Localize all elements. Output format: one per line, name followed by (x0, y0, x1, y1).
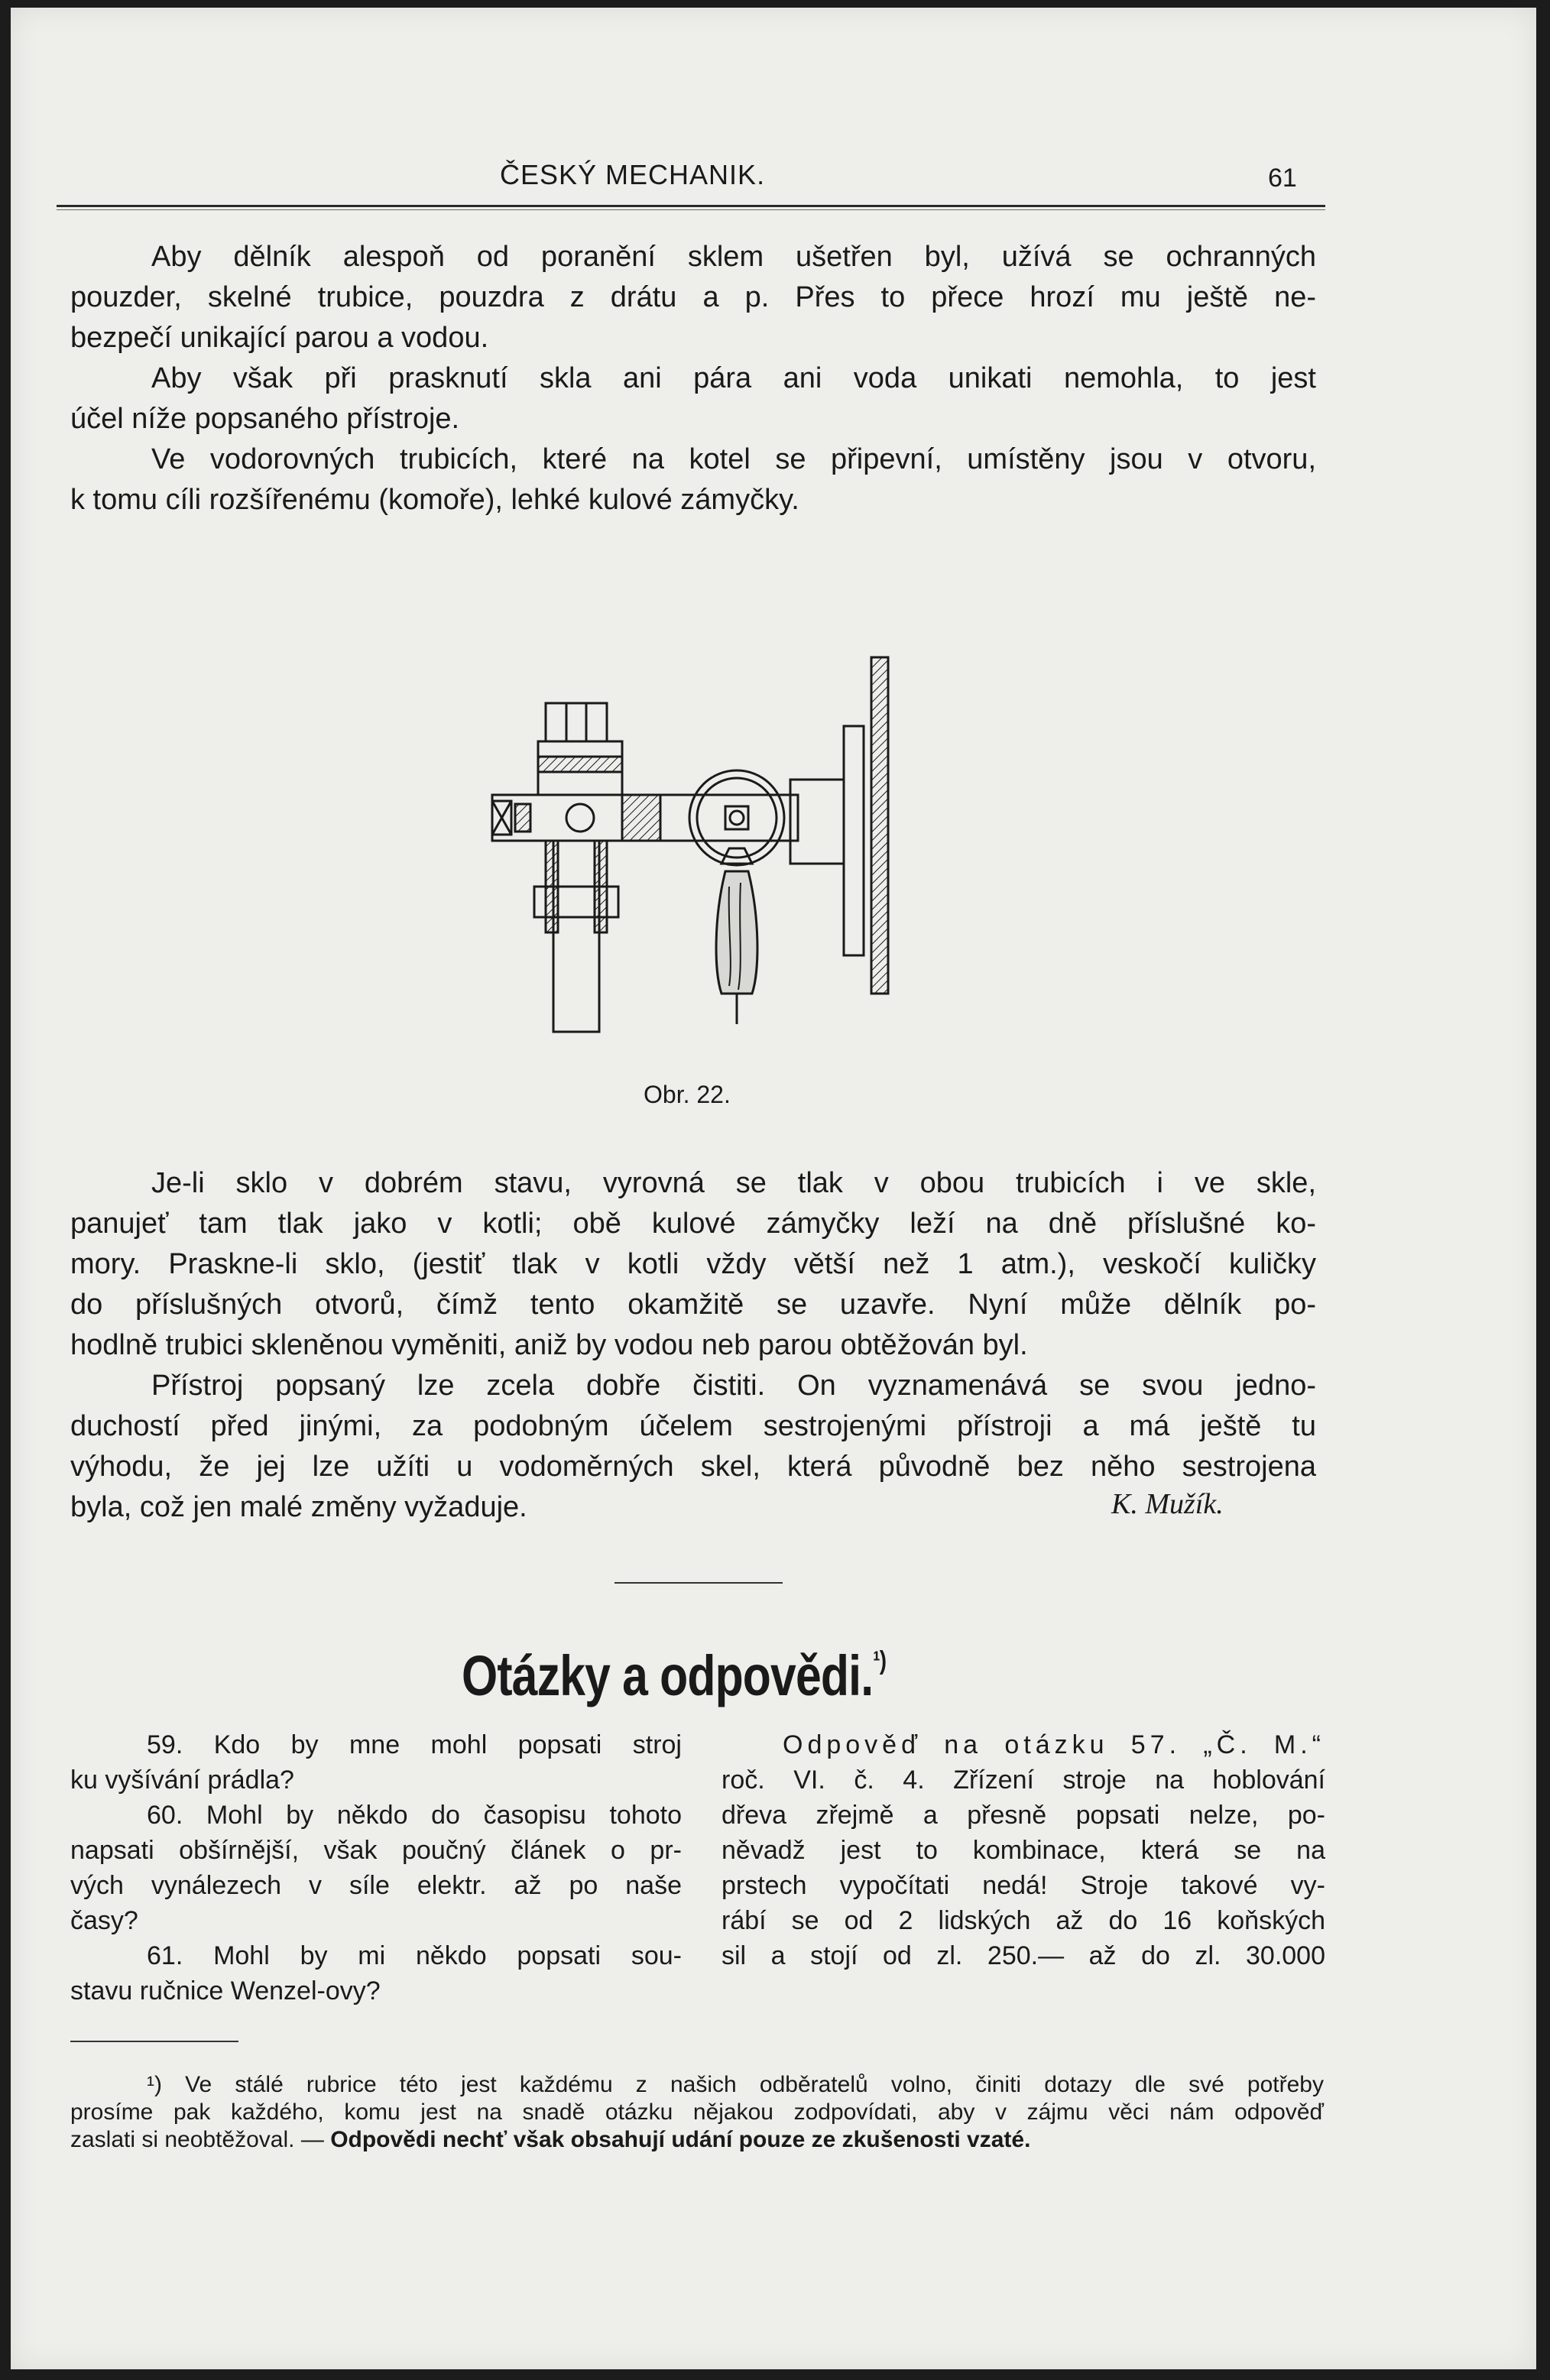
flange (844, 726, 864, 955)
answer-heading: Odpověď na otázku 57. „Č. M.“ (783, 1730, 1325, 1759)
page (11, 8, 1536, 2369)
answer-column (721, 1727, 1325, 1973)
figure-caption: Obr. 22. (644, 1081, 731, 1108)
paragraph-2 (70, 358, 1316, 439)
text-line: 60. Mohl by někdo do časopisu tohoto (147, 1801, 682, 1830)
text-line: hodlně trubici skleněnou vyměniti, aniž by vodou neb parou obtěžován byl. (70, 1329, 1028, 1361)
text-line: Aby však při prasknutí skla ani pára ani voda unikati nemohla, to jest (151, 362, 1316, 394)
text-line: 61. Mohl by mi někdo popsati sou- (147, 1941, 682, 1970)
text-line: vých vynálezech v síle elektr. až po naše (70, 1871, 682, 1900)
text-line: roč. VI. č. 4. Zřízení stroje na hoblování (721, 1766, 1325, 1795)
text-line: výhodu, že jej lze užíti u vodoměrných skel, která původně bez něho sestrojena (70, 1451, 1316, 1483)
text-line: bezpečí unikající parou a vodou. (70, 322, 489, 354)
text-line: rábí se od 2 lidských až do 16 koňských (721, 1906, 1325, 1935)
text-line: prstech vypočítati nedá! Stroje takové vy- (721, 1871, 1325, 1900)
text-line: ¹) Ve stálé rubrice této jest každému z našich odběratelů volno, činiti dotazy dle své potřeby (147, 2072, 1324, 2097)
text-line: k tomu cíli rozšířenému (komoře), lehké kulové zámyčky. (70, 484, 799, 516)
header-rule-thin (57, 209, 1325, 210)
footnote-rule (70, 2041, 238, 2042)
valve-diagram-figure (439, 642, 913, 1055)
question-60 (70, 1798, 682, 1938)
paragraph-4 (70, 1163, 1316, 1366)
text-line: 59. Kdo by mne mohl popsati stroj (147, 1730, 682, 1759)
header-rule (57, 205, 1325, 207)
handle-grip (716, 871, 757, 994)
paragraph-1 (70, 237, 1316, 358)
question-59 (70, 1727, 682, 1798)
boiler-wall (871, 657, 888, 994)
footnote-mark: ¹) (873, 1646, 887, 1675)
text-line: panujeť tam tlak jako v kotli; obě kulové zámyčky leží na dně příslušné ko- (70, 1208, 1316, 1240)
glass-tube (553, 841, 599, 1032)
paragraph-3 (70, 439, 1316, 520)
questions-column (70, 1727, 682, 2009)
ball-valve-inner (566, 804, 594, 832)
page-number: 61 (1268, 164, 1297, 193)
text-line: do příslušných otvorů, čímž tento okamžitě se uzavře. Nyní může dělník po- (70, 1289, 1316, 1321)
text-line: něvadž jest to kombinace, která se na (721, 1836, 1325, 1865)
footnote (70, 2071, 1324, 2154)
text-line: Ve vodorovných trubicích, které na kotel se připevní, umístěny jsou v otvoru, (151, 443, 1316, 475)
text-line: Je-li sklo v dobrém stavu, vyrovná se tlak v obou trubicích i ve skle, (151, 1167, 1316, 1199)
text-line: napsati obšírnější, však poučný článek o pr- (70, 1836, 682, 1865)
section-separator (614, 1582, 783, 1584)
text-line: zaslati si neobtěžoval. — Odpovědi nechť však obsahují udání pouze ze zkušenosti vzaté. (70, 2127, 1031, 2152)
text-line: Přístroj popsaný lze zcela dobře čistiti. On vyznamenává se svou jedno- (151, 1370, 1316, 1402)
running-header: ČESKÝ MECHANIK. (500, 159, 766, 190)
text-line: prosíme pak každého, komu jest na snadě otázku nějakou zodpovídati, aby v zájmu věci nám odpověď (70, 2100, 1324, 2125)
section-title: Otázky a odpovědi.$^{^1)}$ (462, 1644, 887, 1707)
text-line: duchostí před jinými, za podobným účelem sestrojenými přístroji a má ještě tu (70, 1410, 1316, 1442)
valve-wheel (689, 770, 784, 865)
text-line: Aby dělník alespoň od poranění sklem ušetřen byl, užívá se ochranných (151, 241, 1316, 273)
text-line: dřeva zřejmě a přesně popsati nelze, po- (721, 1801, 1325, 1830)
text-line: byla, což jen malé změny vyžaduje. (70, 1491, 527, 1523)
text-line: mory. Praskne-li sklo, (jestiť tlak v kotli vždy větší než 1 atm.), veskočí kuličky (70, 1248, 1316, 1280)
hex-nut (546, 703, 607, 741)
text-line: účel níže popsaného přístroje. (70, 403, 460, 435)
question-61 (70, 1938, 682, 2009)
text-line: pouzder, skelné trubice, pouzdra z drátu a p. Přes to přece hrozí mu ještě ne- (70, 281, 1316, 313)
footnote-emphasis: Odpovědi nechť však obsahují udání pouze ze zkušenosti vzaté. (330, 2127, 1031, 2152)
text-line: stavu ručnice Wenzel-ovy? (70, 1976, 381, 2005)
text-line: sil a stojí od zl. 250.— až do zl. 30.000 (721, 1941, 1325, 1970)
text-line: časy? (70, 1906, 138, 1935)
author-signature: K. Mužík. (1111, 1488, 1224, 1520)
text-line: ku vyšívání prádla? (70, 1766, 294, 1795)
